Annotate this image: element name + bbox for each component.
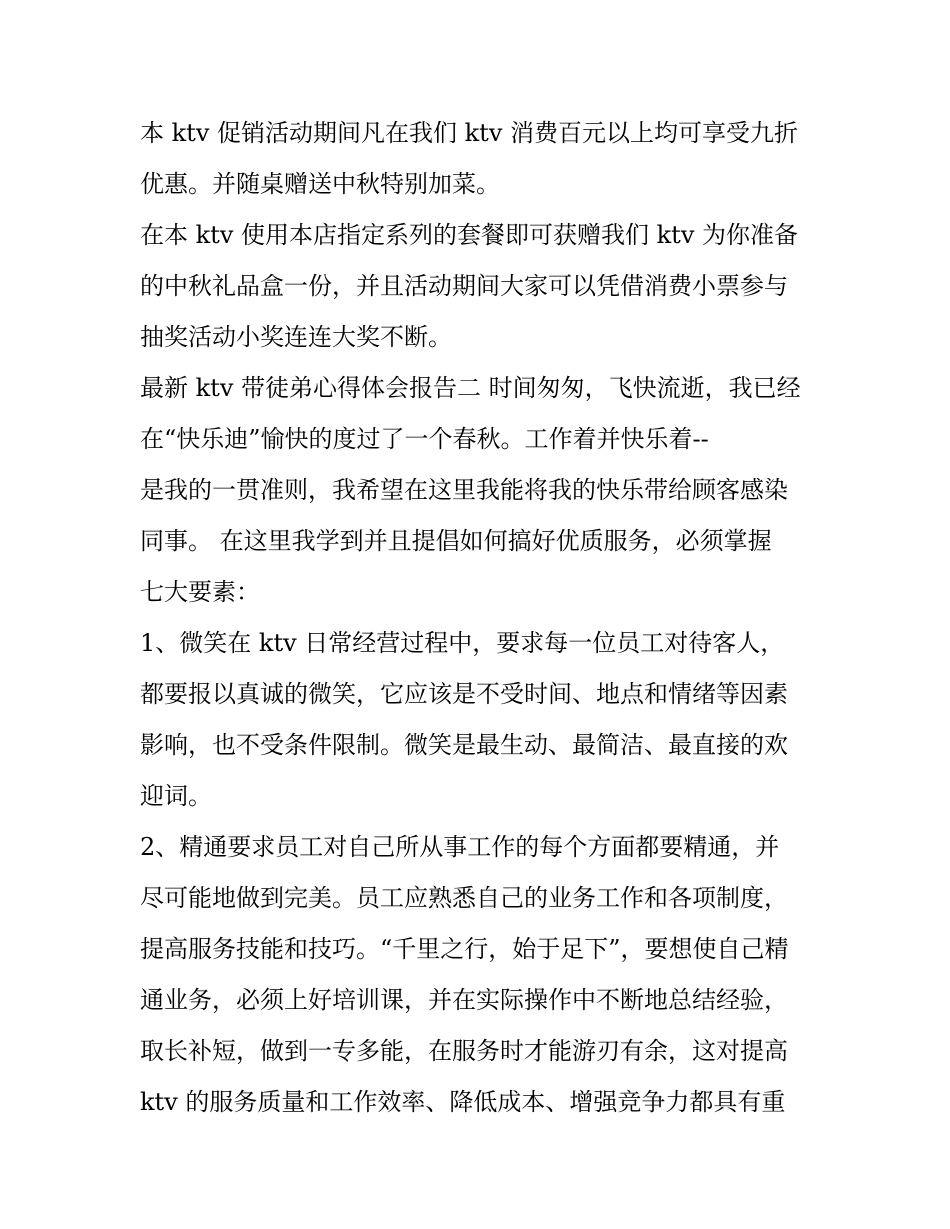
text-line: 通业务，必须上好培训课，并在实际操作中不断地总结经验， [140,986,788,1014]
text-line: 在“快乐迪”愉快的度过了一个春秋。工作着并快乐着-- [140,425,709,453]
text-line: 优惠。并随桌赠送中秋特别加菜。 [140,170,500,198]
text-line: 提高服务技能和技巧。“千里之行，始于足下”，要想使自己精 [140,935,789,963]
text-line: 1、微笑在 ktv 日常经营过程中，要求每一位员工对待客人， [140,629,785,657]
text-line: 同事。 在这里我学到并且提倡如何搞好优质服务，必须掌握 [140,527,772,555]
text-line: 迎词。 [140,782,212,810]
text-line: 本 ktv 促销活动期间凡在我们 ktv 消费百元以上均可享受九折 [140,119,799,147]
document-body [140,108,820,1128]
text-line: 取长补短，做到一专多能，在服务时才能游刃有余，这对提高 [140,1037,788,1065]
text-line: 都要报以真诚的微笑，它应该是不受时间、地点和情绪等因素 [140,680,788,708]
text-line: ktv 的服务质量和工作效率、降低成本、增强竞争力都具有重 [140,1088,786,1116]
text-line: 影响，也不受条件限制。微笑是最生动、最简洁、最直接的欢 [140,731,788,759]
text-line: 是我的一贯准则，我希望在这里我能将我的快乐带给顾客感染 [140,476,788,504]
text-line: 2、精通要求员工对自己所从事工作的每个方面都要精通，并 [140,833,780,861]
text-line: 的中秋礼品盒一份，并且活动期间大家可以凭借消费小票参与 [140,272,788,300]
text-line: 七大要素： [140,578,260,606]
text-line: 在本 ktv 使用本店指定系列的套餐即可获赠我们 ktv 为你准备 [140,221,799,249]
text-line: 尽可能地做到完美。员工应熟悉自己的业务工作和各项制度， [140,884,788,912]
text-line: 最新 ktv 带徒弟心得体会报告二 时间匆匆，飞快流逝，我已经 [140,374,801,402]
text-line: 抽奖活动小奖连连大奖不断。 [140,323,452,351]
